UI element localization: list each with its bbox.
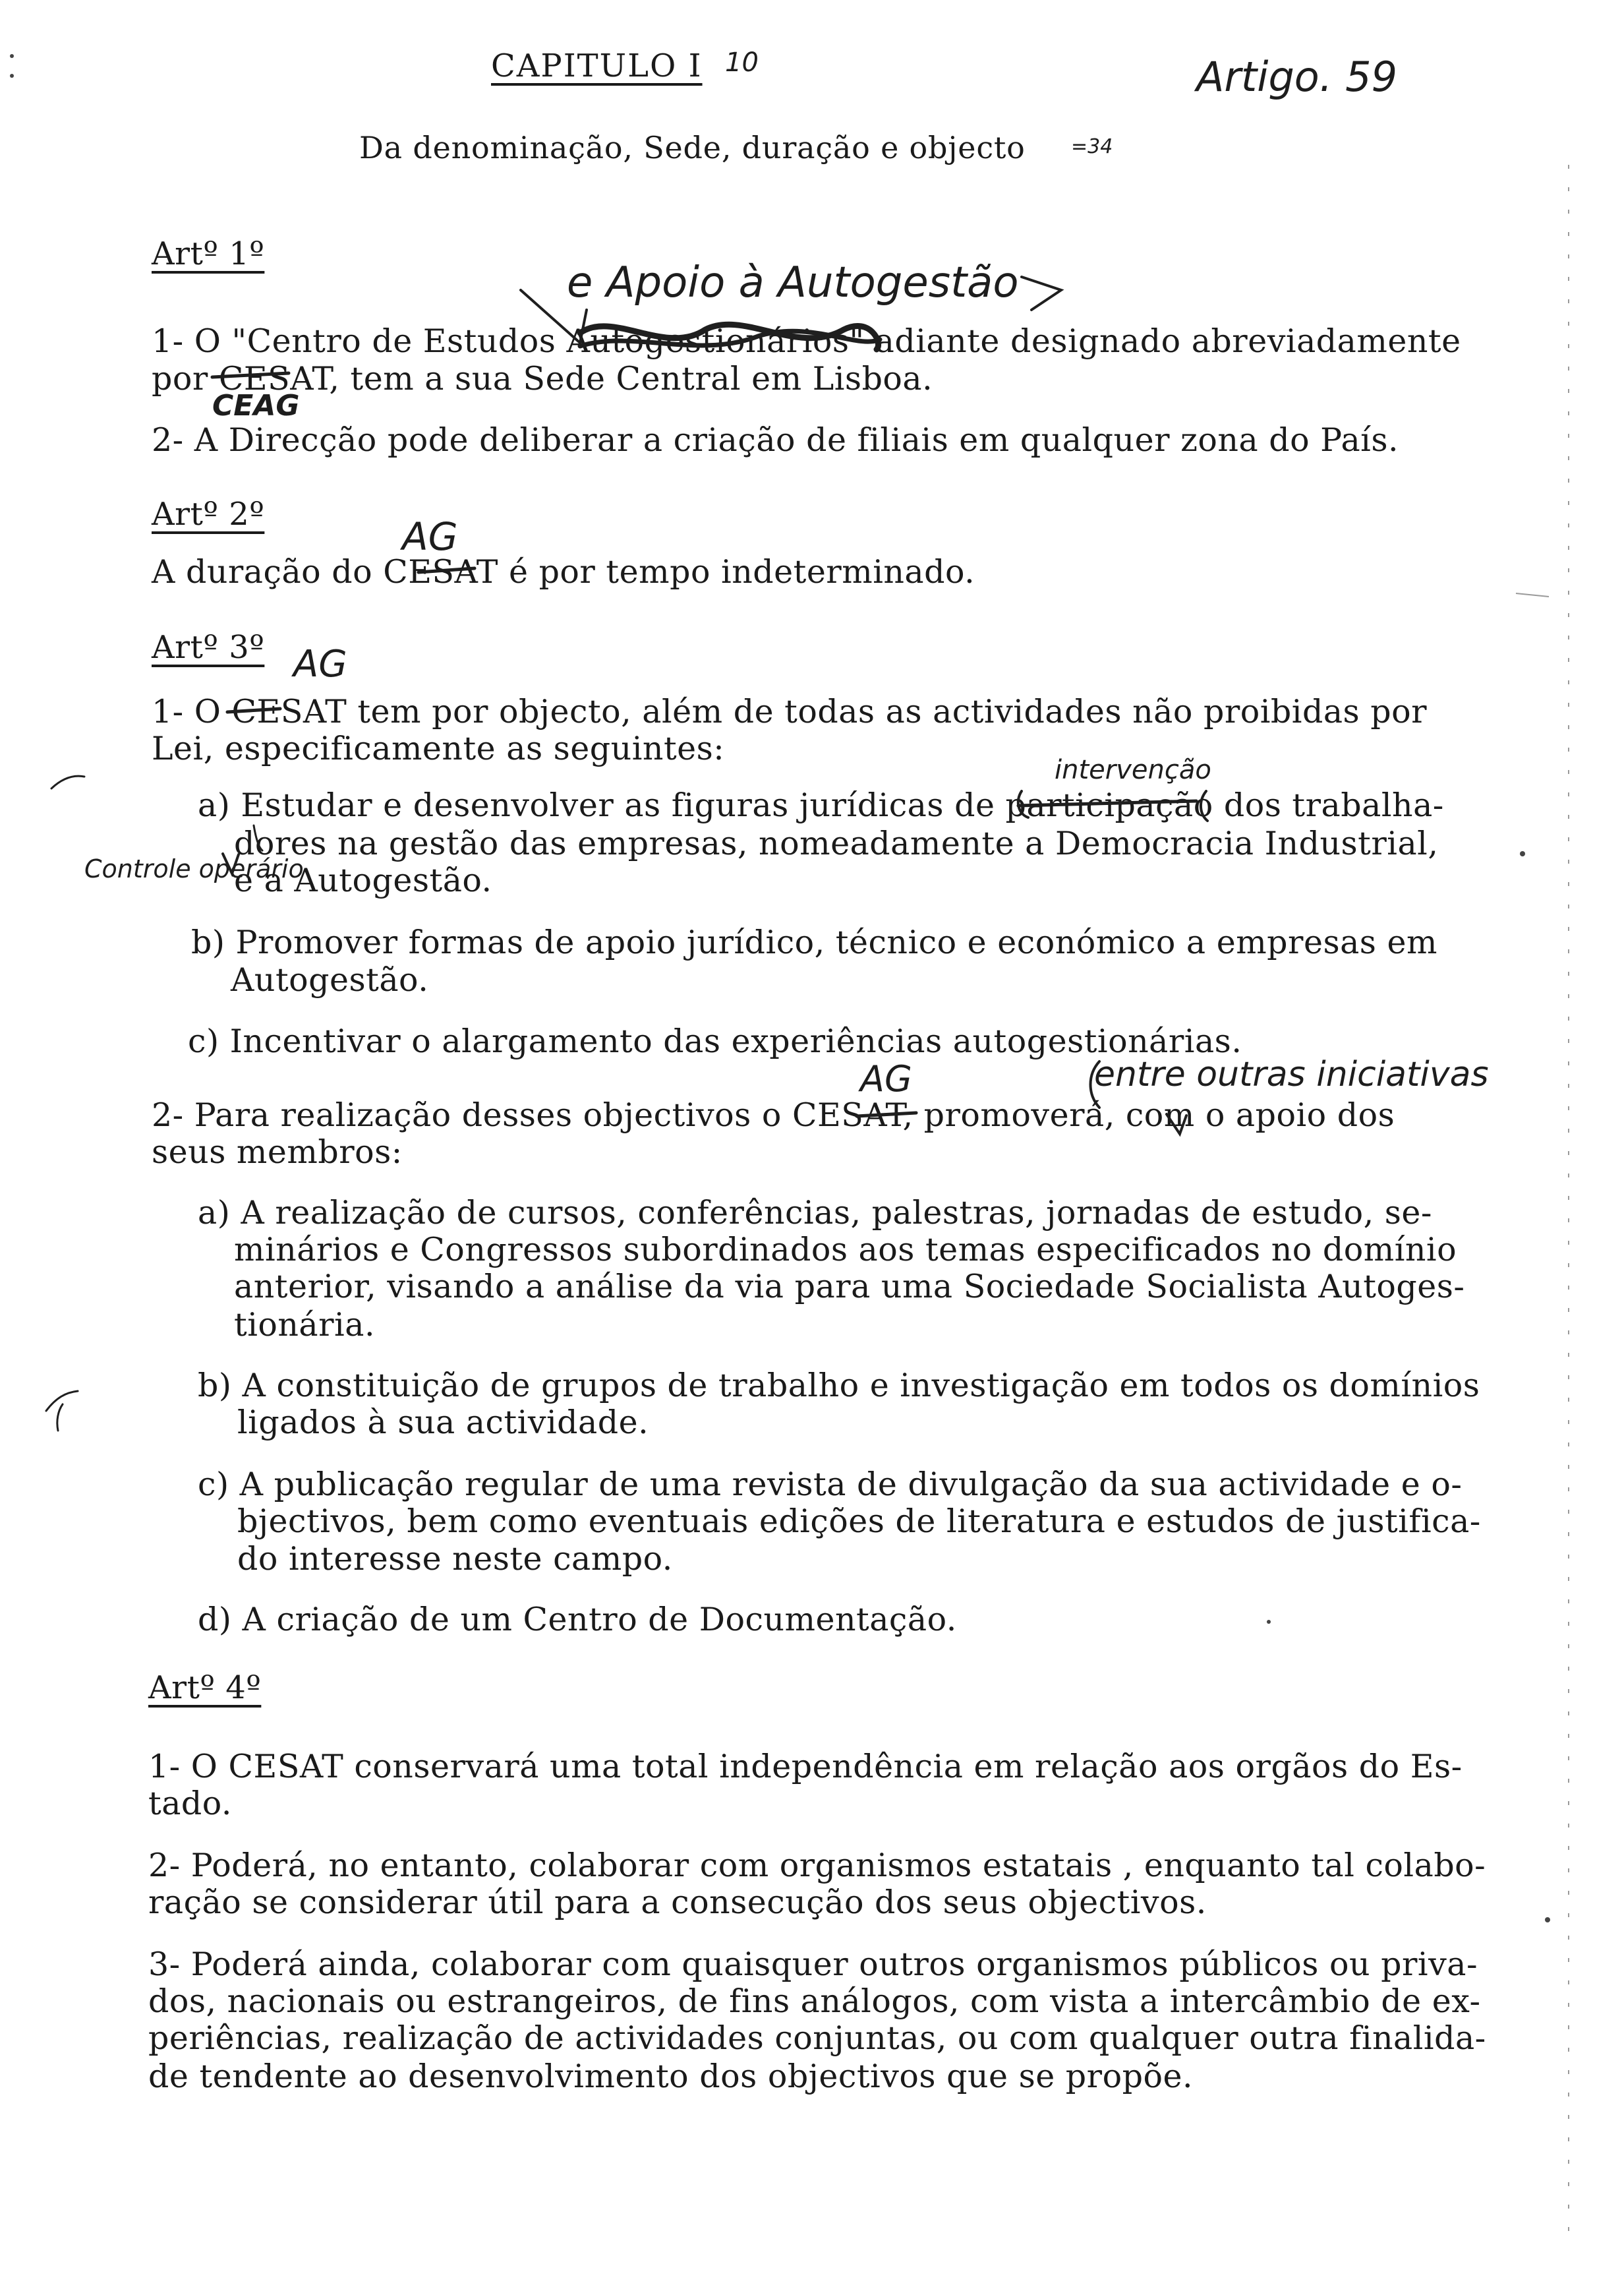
article-3-p2-line-1: 2- Para realização desses objectivos o CESAT, promoverá, com o apoio dos — [152, 1096, 1395, 1134]
article-1-heading: Artº 1º — [152, 235, 265, 272]
article-3-p2c-line-3: do interesse neste campo. — [237, 1540, 673, 1578]
article-4-p1-line-2: tado. — [148, 1785, 232, 1822]
article-1-insertion-note: e Apoio à Autogestão — [567, 258, 1019, 307]
article-3-b-line-1: b) Promover formas de apoio jurídico, técnico e económico a empresas em — [191, 924, 1437, 961]
article-4-heading: Artº 4º — [148, 1669, 262, 1706]
strike-cesat-art3-p2 — [857, 1113, 916, 1116]
article-4-p1-line-1: 1- O CESAT conservará uma total independência em relação aos orgãos do Es- — [148, 1748, 1463, 1785]
article-3-c-line-1: c) Incentivar o alargamento das experiências autogestionárias. — [188, 1023, 1242, 1060]
article-4-p3-line-4: de tendente ao desenvolvimento dos objectivos que se propõe. — [148, 2058, 1194, 2095]
article-3-p2c-line-2: bjectivos, bem como eventuais edições de literatura e estudos de justifica- — [237, 1502, 1481, 1540]
article-3-a-handwritten-note: intervenção — [1055, 755, 1211, 785]
chapter-subtitle: Da denominação, Sede, duração e objecto — [359, 130, 1026, 165]
article-1-line-2: por CESAT, tem a sua Sede Central em Lisboa. — [152, 360, 933, 398]
strike-cesat-art2 — [419, 568, 475, 572]
article-3-correction-1: AG — [293, 643, 347, 686]
article-4-p3-line-3: periências, realização de actividades conjuntas, ou com qualquer outra finalida- — [148, 2019, 1486, 2057]
article-2-line-1: A duração do CESAT é por tempo indeterminado. — [152, 553, 975, 591]
article-1-line-1: 1- O "Centro de Estudos Autogestionários" adiante designado abreviadamente — [152, 322, 1461, 360]
chapter-title: CAPITULO I — [491, 47, 703, 84]
article-3-p1-line-2: Lei, especificamente as seguintes: — [152, 730, 725, 767]
article-3-p2-handwritten-note: entre outras iniciativas — [1094, 1055, 1489, 1094]
strike-participacao — [1018, 801, 1196, 806]
article-3-p1-line-1: 1- O CESAT tem por objecto, além de todas as actividades não proibidas por — [152, 693, 1428, 730]
article-1-line-3: 2- A Direcção pode deliberar a criação de filiais em qualquer zona do País. — [152, 421, 1399, 459]
article-3-a-line-2: dores na gestão das empresas, nomeadamente a Democracia Industrial, — [234, 825, 1439, 862]
article-3-p2a-line-3: anterior, visando a análise da via para uma Sociedade Socialista Autoges- — [234, 1268, 1465, 1305]
article-3-a-line-1: a) Estudar e desenvolver as figuras jurídicas de participação dos trabalha- — [198, 787, 1444, 824]
article-3-b-line-2: Autogestão. — [231, 961, 429, 999]
article-3-p2c-line-1: c) A publicação regular de uma revista de divulgação da sua actividade e o- — [198, 1466, 1463, 1503]
article-1-acronym-correction: CEAG — [212, 389, 300, 423]
top-right-handwritten-note: Artigo. 59 — [1196, 53, 1398, 101]
article-3-p2d-line-1: d) A criação de um Centro de Documentação. — [198, 1601, 957, 1638]
article-3-p2a-line-2: minários e Congressos subordinados aos temas especificados no domínio — [234, 1231, 1457, 1268]
strike-cesat-art3-p1 — [227, 709, 280, 712]
strike-cesat-art1 — [212, 373, 289, 377]
insertion-caret-art1 — [521, 290, 587, 343]
article-3-p2b-line-1: b) A constituição de grupos de trabalho e investigação em todos os domínios — [198, 1367, 1480, 1404]
article-3-p2a-line-4: tionária. — [234, 1306, 376, 1344]
article-3-p2-line-2: seus membros: — [152, 1133, 403, 1171]
article-3-a-margin-note: Controle operário — [84, 854, 304, 883]
chapter-handwritten-number: 10 — [725, 47, 759, 78]
article-4-p2-line-1: 2- Poderá, no entanto, colaborar com organismos estatais , enquanto tal colabo- — [148, 1847, 1486, 1884]
article-2-heading: Artº 2º — [152, 496, 265, 533]
subtitle-handwritten-note: =34 — [1071, 135, 1113, 158]
article-3-heading: Artº 3º — [152, 629, 265, 666]
article-3-p2a-line-1: a) A realização de cursos, conferências, palestras, jornadas de estudo, se- — [198, 1194, 1432, 1232]
article-3-correction-2: AG — [860, 1058, 912, 1100]
insertion-arrow-art1 — [1022, 277, 1061, 310]
article-4-p3-line-1: 3- Poderá ainda, colaborar com quaisquer outros organismos públicos ou priva- — [148, 1946, 1478, 1983]
article-3-a-line-3: e a Autogestão. — [234, 862, 492, 899]
article-4-p3-line-2: dos, nacionais ou estrangeiros, de fins análogos, com vista a intercâmbio de ex- — [148, 1982, 1481, 2020]
article-4-p2-line-2: ração se considerar útil para a consecução dos seus objectivos. — [148, 1884, 1207, 1921]
article-2-correction: AG — [402, 514, 458, 559]
article-3-p2b-line-2: ligados à sua actividade. — [237, 1404, 649, 1441]
